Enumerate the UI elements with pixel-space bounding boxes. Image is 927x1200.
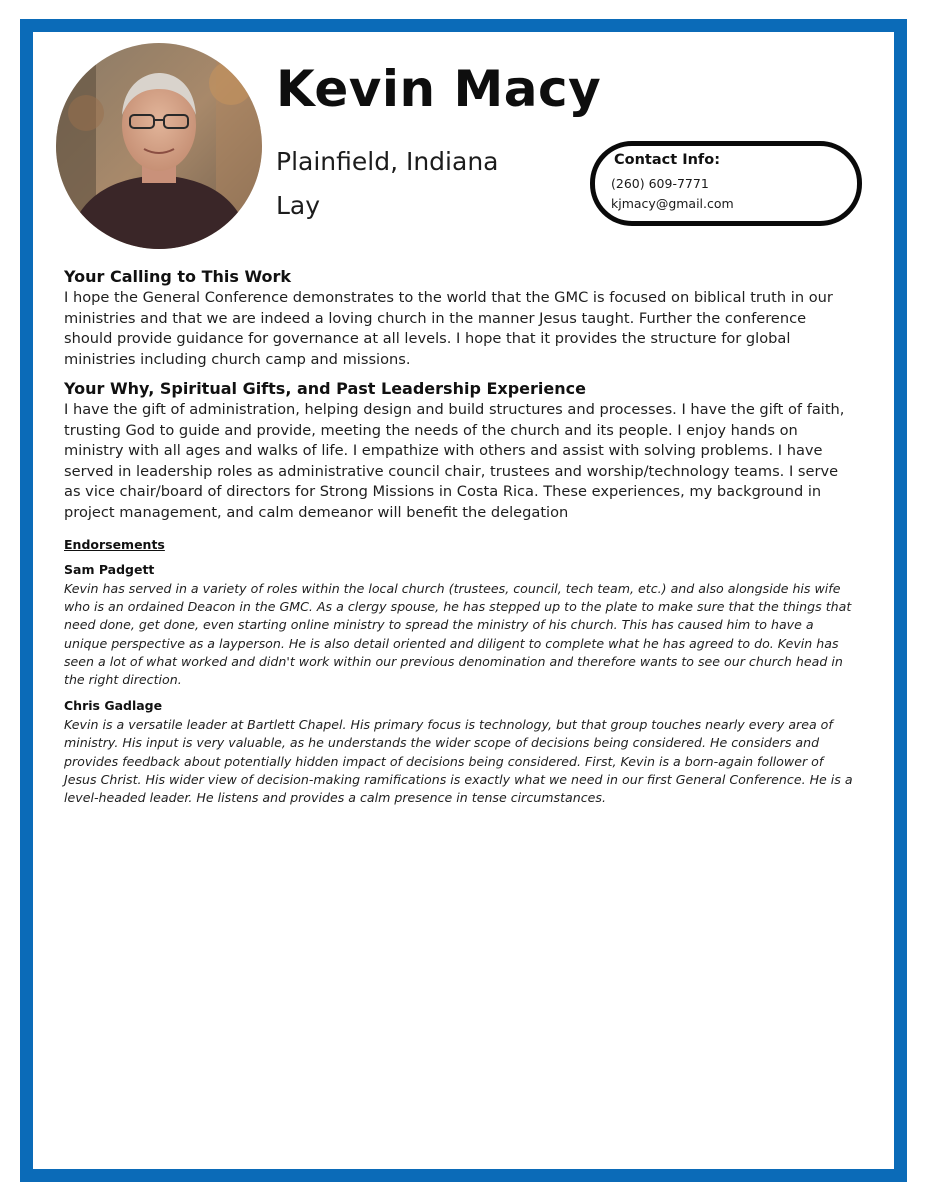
contact-title: Contact Info: [614, 152, 721, 168]
candidate-name: Kevin Macy [276, 60, 602, 118]
endorsement-item [64, 698, 854, 807]
candidate-role: Lay [276, 191, 321, 220]
portrait-image [56, 43, 262, 249]
endorsement-item [64, 562, 854, 689]
main-content [64, 266, 854, 816]
why-body: I have the gift of administration, helping design and build structures and processes. I have the gift of faith, trusting God to guide and provide, meeting the needs of the church and its people. I enjoy hands on ministry with all ages and walks of life. I empathize with others and assist with solving problems. I have served in leadership roles as administrative council chair, trustees and worship/technology teams. I serve as vice chair/board of directors for Strong Missions in Costa Rica. These experiences, my background in project management, and calm demeanor will benefit the delegation [64, 401, 845, 521]
contact-phone[interactable]: (260) 609-7771 [611, 176, 709, 191]
endorsements-heading: Endorsements [64, 537, 165, 552]
contact-info-box [590, 141, 862, 226]
endorser-name: Sam Padgett [64, 562, 155, 577]
calling-body: I hope the General Conference demonstrates to the world that the GMC is focused on biblical truth in our ministries and that we are indeed a loving church in the manner Jesus taught. Further the conference should provide guidance for governance at all levels. I hope that it provides the structure for global ministries including church camp and missions. [64, 289, 833, 368]
endorsement-text: Kevin has served in a variety of roles within the local church (trustees, council, tech team, etc.) and also alongside his wife who is an ordained Deacon in the GMC. As a clergy spouse, he has stepped up to the plate to make sure that the things that need done, get done, even starting online ministry to spread the ministry of his church. This has caused him to have a unique perspective as a layperson. He is also detail oriented and diligent to complete what he has agreed to do. Kevin has seen a lot of what worked and didn't work within our previous denomination and therefore wants to see our church head in the right direction. [64, 581, 852, 688]
why-heading: Your Why, Spiritual Gifts, and Past Leadership Experience [64, 379, 586, 398]
candidate-location: Plainfield, Indiana [276, 147, 499, 176]
calling-heading: Your Calling to This Work [64, 267, 292, 286]
candidate-photo [56, 43, 262, 249]
endorser-name: Chris Gadlage [64, 698, 163, 714]
endorsement-text: Kevin is a versatile leader at Bartlett Chapel. His primary focus is technology, but that group touches nearly every area of ministry. His input is very valuable, as he understands the wider scope of decisions being considered. He considers and provides feedback about potentially hidden impact of decisions being considered. First, Kevin is a born-again follower of Jesus Christ. His wider view of decision-making ramifications is exactly what we need in our first General Conference. He is a level-headed leader. He listens and provides a calm presence in tense circumstances. [64, 717, 853, 806]
contact-email[interactable]: kjmacy@gmail.com [611, 196, 734, 211]
